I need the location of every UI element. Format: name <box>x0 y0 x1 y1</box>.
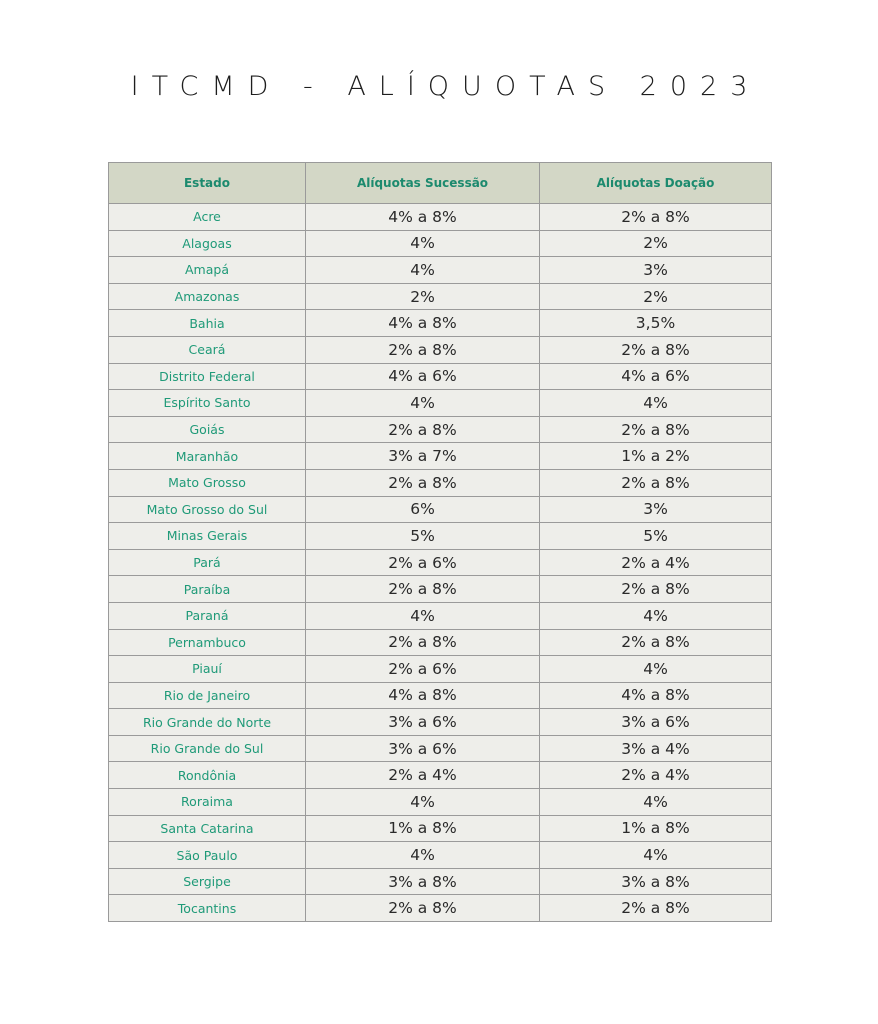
doacao-cell: 2% a 8% <box>540 629 772 656</box>
table-row <box>109 576 772 603</box>
state-cell: Pernambuco <box>109 629 306 656</box>
doacao-cell: 5% <box>540 523 772 550</box>
doacao-cell: 3% a 4% <box>540 735 772 762</box>
sucessao-cell: 4% <box>306 390 540 417</box>
table-row <box>109 762 772 789</box>
state-cell: Rondônia <box>109 762 306 789</box>
table-row <box>109 363 772 390</box>
table-row <box>109 868 772 895</box>
doacao-cell: 2% a 8% <box>540 336 772 363</box>
state-cell: Maranhão <box>109 443 306 470</box>
doacao-cell: 4% <box>540 602 772 629</box>
table-row <box>109 310 772 337</box>
doacao-cell: 2% a 8% <box>540 895 772 922</box>
sucessao-cell: 2% a 6% <box>306 656 540 683</box>
table-row <box>109 815 772 842</box>
doacao-cell: 2% a 8% <box>540 469 772 496</box>
state-cell: Paraná <box>109 602 306 629</box>
sucessao-cell: 3% a 8% <box>306 868 540 895</box>
table-row <box>109 443 772 470</box>
table-body <box>109 204 772 922</box>
state-cell: Pará <box>109 549 306 576</box>
sucessao-cell: 4% a 8% <box>306 204 540 231</box>
sucessao-cell: 5% <box>306 523 540 550</box>
sucessao-cell: 3% a 7% <box>306 443 540 470</box>
sucessao-cell: 2% a 8% <box>306 576 540 603</box>
doacao-cell: 3,5% <box>540 310 772 337</box>
header-aliquotas-doacao: Alíquotas Doação <box>540 163 772 204</box>
sucessao-cell: 4% a 8% <box>306 310 540 337</box>
sucessao-cell: 2% a 8% <box>306 336 540 363</box>
doacao-cell: 3% a 6% <box>540 709 772 736</box>
table-row <box>109 789 772 816</box>
sucessao-cell: 3% a 6% <box>306 709 540 736</box>
table-row <box>109 496 772 523</box>
table-row <box>109 283 772 310</box>
doacao-cell: 3% <box>540 257 772 284</box>
table-row <box>109 629 772 656</box>
doacao-cell: 2% a 4% <box>540 549 772 576</box>
doacao-cell: 4% <box>540 789 772 816</box>
state-cell: Ceará <box>109 336 306 363</box>
state-cell: Mato Grosso <box>109 469 306 496</box>
table-row <box>109 469 772 496</box>
state-cell: Tocantins <box>109 895 306 922</box>
sucessao-cell: 6% <box>306 496 540 523</box>
state-cell: Mato Grosso do Sul <box>109 496 306 523</box>
table-row <box>109 549 772 576</box>
sucessao-cell: 3% a 6% <box>306 735 540 762</box>
state-cell: Acre <box>109 204 306 231</box>
sucessao-cell: 4% <box>306 257 540 284</box>
table-row <box>109 257 772 284</box>
state-cell: Rio Grande do Norte <box>109 709 306 736</box>
state-cell: Roraima <box>109 789 306 816</box>
table-row <box>109 602 772 629</box>
table-row <box>109 523 772 550</box>
sucessao-cell: 4% <box>306 789 540 816</box>
sucessao-cell: 2% a 8% <box>306 469 540 496</box>
sucessao-cell: 2% <box>306 283 540 310</box>
doacao-cell: 4% a 6% <box>540 363 772 390</box>
doacao-cell: 2% a 8% <box>540 576 772 603</box>
doacao-cell: 2% a 8% <box>540 416 772 443</box>
sucessao-cell: 2% a 8% <box>306 416 540 443</box>
sucessao-cell: 4% a 6% <box>306 363 540 390</box>
sucessao-cell: 1% a 8% <box>306 815 540 842</box>
table-row <box>109 842 772 869</box>
table-row <box>109 230 772 257</box>
sucessao-cell: 4% <box>306 842 540 869</box>
state-cell: Rio de Janeiro <box>109 682 306 709</box>
doacao-cell: 1% a 8% <box>540 815 772 842</box>
doacao-cell: 3% <box>540 496 772 523</box>
state-cell: Alagoas <box>109 230 306 257</box>
state-cell: Goiás <box>109 416 306 443</box>
header-aliquotas-sucessao: Alíquotas Sucessão <box>306 163 540 204</box>
sucessao-cell: 4% a 8% <box>306 682 540 709</box>
doacao-cell: 4% <box>540 842 772 869</box>
table-row <box>109 336 772 363</box>
page-title: ITCMD - ALÍQUOTAS 2023 <box>130 71 761 102</box>
state-cell: Minas Gerais <box>109 523 306 550</box>
doacao-cell: 2% <box>540 230 772 257</box>
table-row <box>109 895 772 922</box>
doacao-cell: 4% <box>540 656 772 683</box>
state-cell: Bahia <box>109 310 306 337</box>
state-cell: Rio Grande do Sul <box>109 735 306 762</box>
state-cell: Espírito Santo <box>109 390 306 417</box>
sucessao-cell: 4% <box>306 230 540 257</box>
state-cell: Amapá <box>109 257 306 284</box>
table-row <box>109 416 772 443</box>
state-cell: Santa Catarina <box>109 815 306 842</box>
sucessao-cell: 2% a 8% <box>306 629 540 656</box>
sucessao-cell: 2% a 4% <box>306 762 540 789</box>
sucessao-cell: 2% a 8% <box>306 895 540 922</box>
state-cell: Sergipe <box>109 868 306 895</box>
state-cell: Paraíba <box>109 576 306 603</box>
state-cell: Amazonas <box>109 283 306 310</box>
doacao-cell: 1% a 2% <box>540 443 772 470</box>
doacao-cell: 2% a 4% <box>540 762 772 789</box>
table-row <box>109 204 772 231</box>
table-row <box>109 682 772 709</box>
doacao-cell: 4% <box>540 390 772 417</box>
table-row <box>109 709 772 736</box>
table-row <box>109 656 772 683</box>
doacao-cell: 2% a 8% <box>540 204 772 231</box>
table-row <box>109 735 772 762</box>
table-row <box>109 390 772 417</box>
doacao-cell: 2% <box>540 283 772 310</box>
doacao-cell: 4% a 8% <box>540 682 772 709</box>
header-estado: Estado <box>109 163 306 204</box>
state-cell: São Paulo <box>109 842 306 869</box>
state-cell: Piauí <box>109 656 306 683</box>
sucessao-cell: 4% <box>306 602 540 629</box>
sucessao-cell: 2% a 6% <box>306 549 540 576</box>
state-cell: Distrito Federal <box>109 363 306 390</box>
table-header-row <box>109 163 772 204</box>
doacao-cell: 3% a 8% <box>540 868 772 895</box>
aliquotas-table <box>108 162 772 922</box>
